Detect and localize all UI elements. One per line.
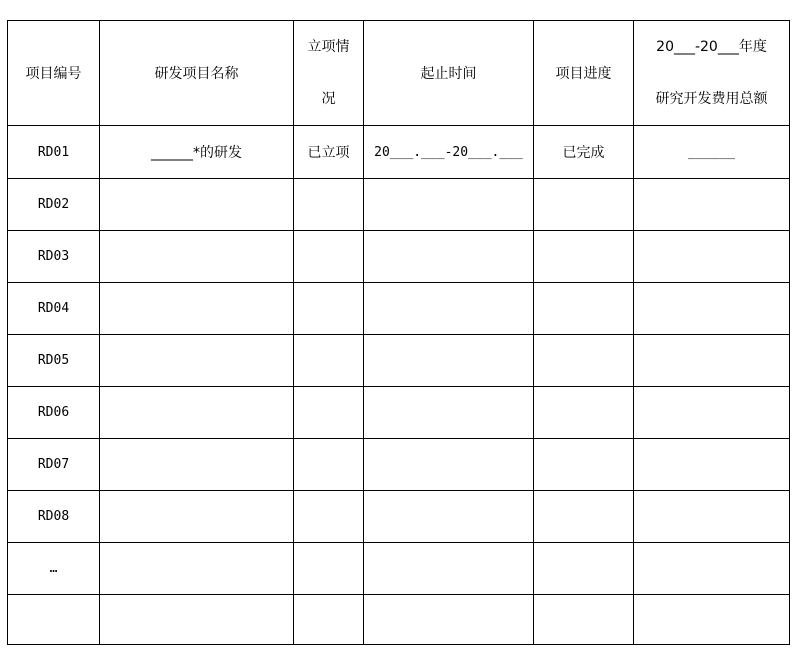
header-progress: 项目进度 — [534, 21, 634, 126]
header-period: 起止时间 — [364, 21, 534, 126]
cell-project-id: RD02 — [8, 179, 100, 231]
cell-period — [364, 283, 534, 335]
cell-period — [364, 491, 534, 543]
cell-progress — [534, 491, 634, 543]
cell-project-id: … — [8, 543, 100, 595]
cell-approval-status — [294, 283, 364, 335]
table-row — [8, 179, 790, 231]
cell-progress — [534, 543, 634, 595]
cell-expense — [634, 439, 790, 491]
header-approval-status — [294, 21, 364, 126]
cell-progress: 已完成 — [534, 126, 634, 179]
cell-approval-status — [294, 179, 364, 231]
cell-expense — [634, 335, 790, 387]
cell-project-id: RD01 — [8, 126, 100, 179]
header-project-name: 研发项目名称 — [100, 21, 294, 126]
cell-project-id: RD05 — [8, 335, 100, 387]
table-row — [8, 387, 790, 439]
cell-expense — [634, 283, 790, 335]
cell-approval-status: 已立项 — [294, 126, 364, 179]
cell-progress — [534, 231, 634, 283]
cell-project-id: RD06 — [8, 387, 100, 439]
header-approval-status-line2: 况 — [321, 91, 336, 107]
cell-period — [364, 595, 534, 645]
cell-project-name — [100, 595, 294, 645]
cell-expense — [634, 595, 790, 645]
cell-expense — [634, 491, 790, 543]
cell-progress — [534, 595, 634, 645]
cell-period — [364, 335, 534, 387]
header-expense — [634, 21, 790, 126]
cell-expense — [634, 179, 790, 231]
cell-project-name: ______*的研发 — [100, 126, 294, 179]
table-row — [8, 335, 790, 387]
rd-projects-table — [7, 20, 790, 645]
cell-period — [364, 387, 534, 439]
cell-period — [364, 439, 534, 491]
table-row — [8, 231, 790, 283]
cell-approval-status — [294, 439, 364, 491]
cell-project-id: RD07 — [8, 439, 100, 491]
cell-expense — [634, 387, 790, 439]
cell-approval-status — [294, 491, 364, 543]
cell-project-name — [100, 543, 294, 595]
cell-progress — [534, 335, 634, 387]
table-header-row — [8, 21, 790, 126]
table-body — [8, 126, 790, 645]
cell-period: 20___.___-20___.___ — [364, 126, 534, 179]
cell-expense — [634, 543, 790, 595]
table-row — [8, 126, 790, 179]
header-expense-line1: 20___-20___年度 — [656, 39, 767, 55]
cell-project-name — [100, 491, 294, 543]
cell-project-name — [100, 387, 294, 439]
cell-approval-status — [294, 595, 364, 645]
header-approval-status-line1: 立项情 — [307, 39, 350, 55]
table-row — [8, 543, 790, 595]
cell-period — [364, 543, 534, 595]
cell-approval-status — [294, 387, 364, 439]
cell-period — [364, 179, 534, 231]
table-row — [8, 491, 790, 543]
cell-progress — [534, 179, 634, 231]
cell-project-id — [8, 595, 100, 645]
table-row — [8, 439, 790, 491]
cell-project-name — [100, 283, 294, 335]
cell-project-id: RD04 — [8, 283, 100, 335]
cell-project-name — [100, 335, 294, 387]
cell-progress — [534, 283, 634, 335]
table-row — [8, 283, 790, 335]
cell-approval-status — [294, 543, 364, 595]
cell-period — [364, 231, 534, 283]
cell-approval-status — [294, 231, 364, 283]
cell-progress — [534, 387, 634, 439]
cell-project-name — [100, 439, 294, 491]
cell-project-id: RD08 — [8, 491, 100, 543]
header-expense-line2: 研究开发费用总额 — [655, 91, 768, 107]
cell-project-name — [100, 179, 294, 231]
header-project-id: 项目编号 — [8, 21, 100, 126]
table-row — [8, 595, 790, 645]
cell-project-name — [100, 231, 294, 283]
cell-expense — [634, 231, 790, 283]
cell-progress — [534, 439, 634, 491]
cell-approval-status — [294, 335, 364, 387]
cell-expense: ______ — [634, 126, 790, 179]
cell-project-id: RD03 — [8, 231, 100, 283]
